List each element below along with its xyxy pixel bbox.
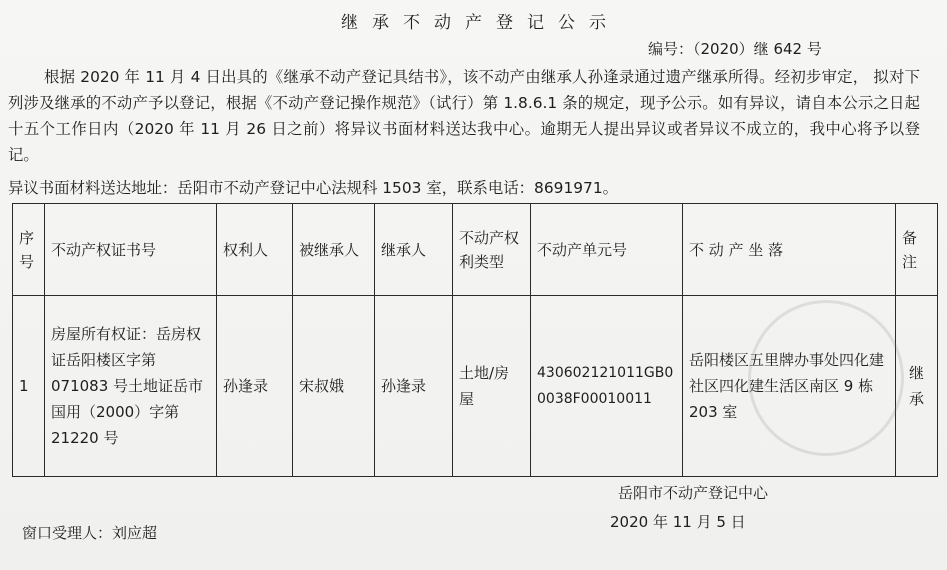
cell-cert: 房屋所有权证：岳房权证岳阳楼区字第 071083 号土地证岳市国用（2000）字第 21220 号 bbox=[45, 296, 217, 477]
header-holder: 权利人 bbox=[217, 204, 293, 296]
document-number: 编号：（2020）继 642 号 bbox=[648, 40, 822, 58]
header-cert: 不动产权证书号 bbox=[45, 204, 217, 296]
cell-seq: 1 bbox=[13, 296, 45, 477]
header-unit: 不动产单元号 bbox=[531, 204, 683, 296]
document-title: 继承不动产登记公示 bbox=[341, 13, 620, 33]
objection-address: 异议书面材料送达地址：岳阳市不动产登记中心法规科 1503 室，联系电话：8691971。 bbox=[8, 179, 618, 197]
window-clerk: 窗口受理人：刘应超 bbox=[22, 524, 158, 542]
table-header-row bbox=[13, 204, 938, 296]
issue-date: 2020 年 11 月 5 日 bbox=[610, 513, 746, 531]
header-remark: 备注 bbox=[896, 204, 938, 296]
cell-unit: 430602121011GB00038F00010011 bbox=[531, 296, 683, 477]
header-seq: 序号 bbox=[13, 204, 45, 296]
cell-holder: 孙逢录 bbox=[217, 296, 293, 477]
header-location: 不 动 产 坐 落 bbox=[683, 204, 896, 296]
cell-decedent: 宋叔娥 bbox=[293, 296, 375, 477]
cell-location: 岳阳楼区五里牌办事处四化建社区四化建生活区南区 9 栋 203 室 bbox=[683, 296, 896, 477]
official-seal-mark bbox=[748, 300, 904, 456]
cell-type: 土地/房屋 bbox=[453, 296, 531, 477]
issuing-organization: 岳阳市不动产登记中心 bbox=[618, 484, 769, 502]
cell-remark: 继承 bbox=[896, 296, 938, 477]
header-type: 不动产权利类型 bbox=[453, 204, 531, 296]
header-decedent: 被继承人 bbox=[293, 204, 375, 296]
notice-body: 根据 2020 年 11 月 4 日出具的《继承不动产登记具结书》，该不动产由继承人孙逢录通过遗产继承所得。经初步审定， 拟对下列涉及继承的不动产予以登记，根据《不动产登记操作规范》（试行）第 1.8.6.1 条的规定，现予公示。如有异议，请自本公示之日起十五个工作日内（2020 年 11 月 26 日之前）将异议书面材料送达我中心。逾期无人提出异议或者异议不成立的，我中心将予以登记。 bbox=[8, 68, 920, 164]
cell-heir: 孙逢录 bbox=[375, 296, 453, 477]
header-heir: 继承人 bbox=[375, 204, 453, 296]
